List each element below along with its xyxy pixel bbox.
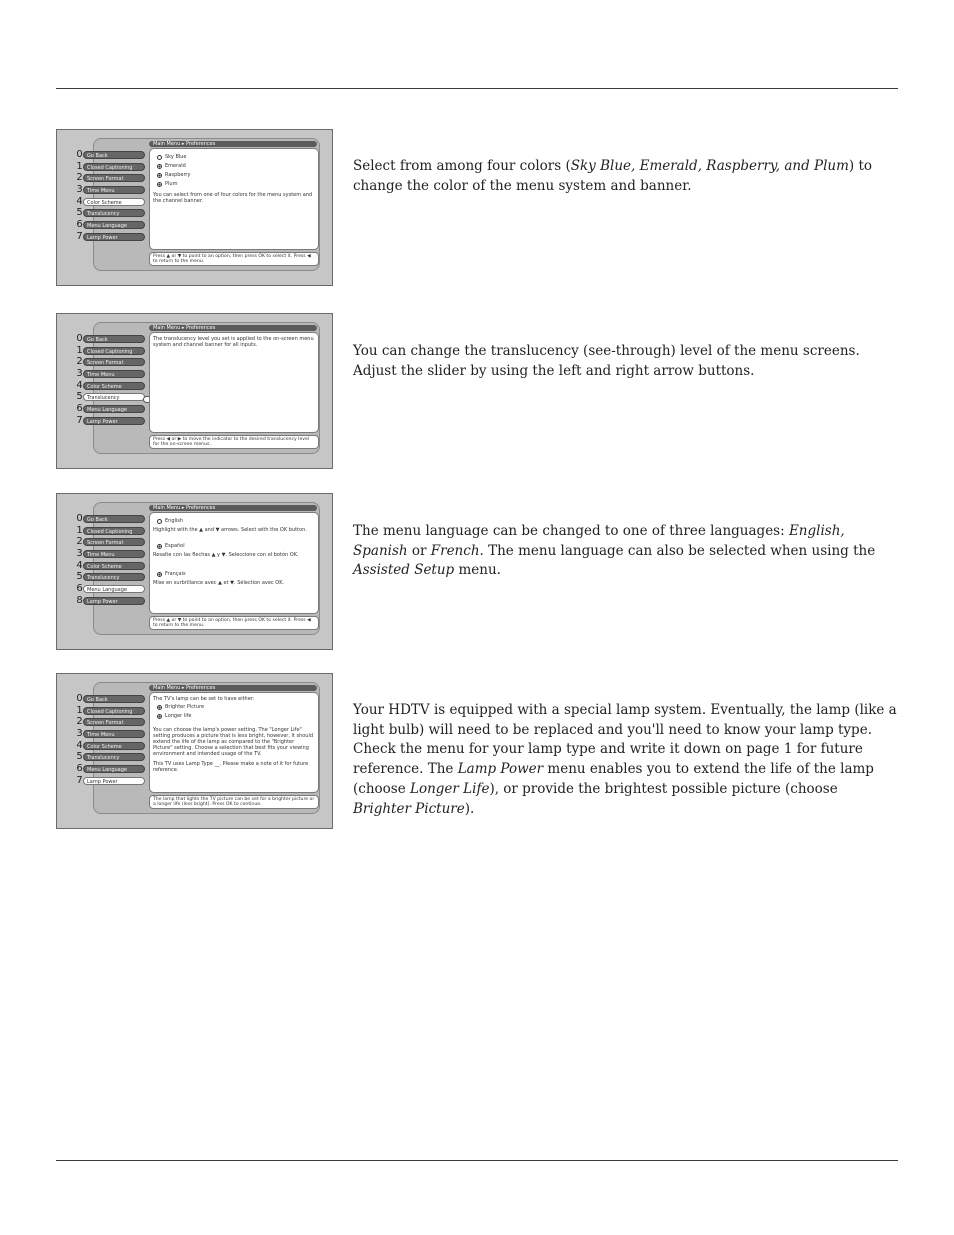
menu-item[interactable]: 7 Lamp Power <box>75 417 145 426</box>
menu-item[interactable]: 3 Time Menu <box>75 550 145 559</box>
description-text: You can select from one of four colors for the menu system and the channel banner. <box>153 192 313 204</box>
menu-item-selected[interactable]: 6 Menu Language <box>75 585 145 594</box>
menu-item[interactable]: 3 Time Menu <box>75 186 145 195</box>
hint-box: Press ▲ or ▼ to point to an option, then press OK to select it. Press ◀ to return to the menu. <box>149 252 319 266</box>
menu-item[interactable]: 1 Closed Captioning <box>75 527 145 536</box>
description-text: The translucency level you set is applied to the on-screen menu system and channel banner for all inputs. <box>153 336 314 348</box>
content-panel <box>149 332 319 433</box>
menu-item[interactable]: 0 Go Back <box>75 515 145 524</box>
menu-item[interactable]: 5 Translucency <box>75 573 145 582</box>
option-longer-life[interactable]: Longer life <box>157 713 315 719</box>
menu-item-selected[interactable]: 4 Color Scheme <box>75 198 145 207</box>
color-scheme-screenshot <box>56 129 333 286</box>
radio-icon <box>157 572 162 577</box>
side-menu <box>75 695 145 789</box>
lamp-intro: The TV's lamp can be set to have either: <box>153 696 255 702</box>
menu-item[interactable]: 2 Screen Format <box>75 174 145 183</box>
side-menu <box>75 335 145 429</box>
lamp-power-description: Your HDTV is equipped with a special lamp system. Eventually, the lamp (like a light bulb) will need to be replaced and you'll need to know your lamp type. Check the menu for your lamp type and write it down on page 1 for future reference. The Lamp Power menu enables you to extend the life of the lamp (choose Longer Life), or provide the brightest possible picture (choose Brighter Picture). <box>353 702 897 817</box>
option-english[interactable]: English <box>157 518 315 524</box>
menu-item[interactable]: 4 Color Scheme <box>75 742 145 751</box>
radio-icon <box>157 164 162 169</box>
menu-item[interactable]: 0 Go Back <box>75 335 145 344</box>
side-menu <box>75 515 145 609</box>
translucency-screenshot <box>56 313 333 469</box>
bottom-rule <box>56 1160 898 1161</box>
option-francais[interactable]: Français <box>157 571 315 577</box>
menu-item[interactable]: 6 Menu Language <box>75 765 145 774</box>
lamp-description: You can choose the lamp's power setting. The "Longer Life" setting produces a picture that is less bright, however, it should extend the life of the lamp as compared to the "Brighter Picture" setting. Choose a selection that best fits your viewing environment and intended usage of the TV. <box>153 727 314 757</box>
color-scheme-description: Select from among four colors (Sky Blue, Emerald, Raspberry, and Plum) to change the color of the menu system and banner. <box>353 158 873 194</box>
menu-item[interactable]: 3 Time Menu <box>75 730 145 739</box>
content-panel <box>149 512 319 614</box>
option-espanol[interactable]: Español <box>157 543 315 549</box>
option-raspberry[interactable]: Raspberry <box>157 172 315 178</box>
menu-item[interactable]: 2 Screen Format <box>75 718 145 727</box>
top-rule <box>56 88 898 89</box>
menu-item[interactable]: 0 Go Back <box>75 695 145 704</box>
option-sky-blue[interactable]: Sky Blue <box>157 154 315 160</box>
menu-item[interactable]: 1 Closed Captioning <box>75 707 145 716</box>
menu-item[interactable]: 3 Time Menu <box>75 370 145 379</box>
lamp-power-screenshot <box>56 673 333 829</box>
menu-item-selected[interactable]: 5 Translucency <box>75 393 145 402</box>
menu-item[interactable]: 2 Screen Format <box>75 358 145 367</box>
option-brighter-picture[interactable]: Brighter Picture <box>157 704 315 710</box>
menu-item[interactable]: 4 Color Scheme <box>75 382 145 391</box>
menu-item[interactable]: 1 Closed Captioning <box>75 347 145 356</box>
menu-item[interactable]: 8 Lamp Power <box>75 597 145 606</box>
radio-icon <box>157 519 162 524</box>
lamp-type-note: This TV uses Lamp Type __. Please make a note of it for future reference. <box>153 761 309 773</box>
menu-item[interactable]: 6 Menu Language <box>75 405 145 414</box>
menu-item[interactable]: 4 Color Scheme <box>75 562 145 571</box>
english-instructions: Highlight with the ▲ and ▼ arrows. Select with the OK button. <box>153 527 307 533</box>
menu-item[interactable]: 2 Screen Format <box>75 538 145 547</box>
breadcrumb: Main Menu ▸ Preferences <box>149 685 317 691</box>
breadcrumb: Main Menu ▸ Preferences <box>149 505 317 511</box>
hint-box: Press ◀ or ▶ to move the indicator to the desired translucency level for the on-screen menus. <box>149 435 319 449</box>
menu-item[interactable]: 7 Lamp Power <box>75 233 145 242</box>
menu-item[interactable]: 1 Closed Captioning <box>75 163 145 172</box>
breadcrumb: Main Menu ▸ Preferences <box>149 141 317 147</box>
menu-item[interactable]: 6 Menu Language <box>75 221 145 230</box>
content-panel <box>149 692 319 793</box>
hint-box: The lamp that lights the TV picture can be set for a brighter picture or a longer life (less bright). Press OK to continue. <box>149 795 319 809</box>
spanish-instructions: Resalte con las flechas ▲ y ▼. Seleccione con el botón OK. <box>153 552 299 558</box>
menu-language-screenshot <box>56 493 333 650</box>
option-emerald[interactable]: Emerald <box>157 163 315 169</box>
content-panel <box>149 148 319 250</box>
radio-icon <box>157 173 162 178</box>
hint-box: Press ▲ or ▼ to point to an option, then press OK to select it. Press ◀ to return to the menu. <box>149 616 319 630</box>
radio-icon <box>157 155 162 160</box>
radio-icon <box>157 705 162 710</box>
side-menu <box>75 151 145 245</box>
french-instructions: Mise en surbrillance avec ▲ et ▼. Sélection avec OK. <box>153 580 285 586</box>
breadcrumb: Main Menu ▸ Preferences <box>149 325 317 331</box>
menu-item[interactable]: 5 Translucency <box>75 753 145 762</box>
radio-icon <box>157 544 162 549</box>
menu-item[interactable]: 0 Go Back <box>75 151 145 160</box>
menu-item-selected[interactable]: 7 Lamp Power <box>75 777 145 786</box>
radio-icon <box>157 182 162 187</box>
menu-item[interactable]: 5 Translucency <box>75 209 145 218</box>
menu-language-description: The menu language can be changed to one of three languages: English, Spanish or French. The menu language can also be selected when using the Assisted Setup menu. <box>353 523 876 579</box>
translucency-description: You can change the translucency (see-through) level of the menu screens. Adjust the slider by using the left and right arrow buttons. <box>353 343 860 379</box>
option-plum[interactable]: Plum <box>157 181 315 187</box>
radio-icon <box>157 714 162 719</box>
